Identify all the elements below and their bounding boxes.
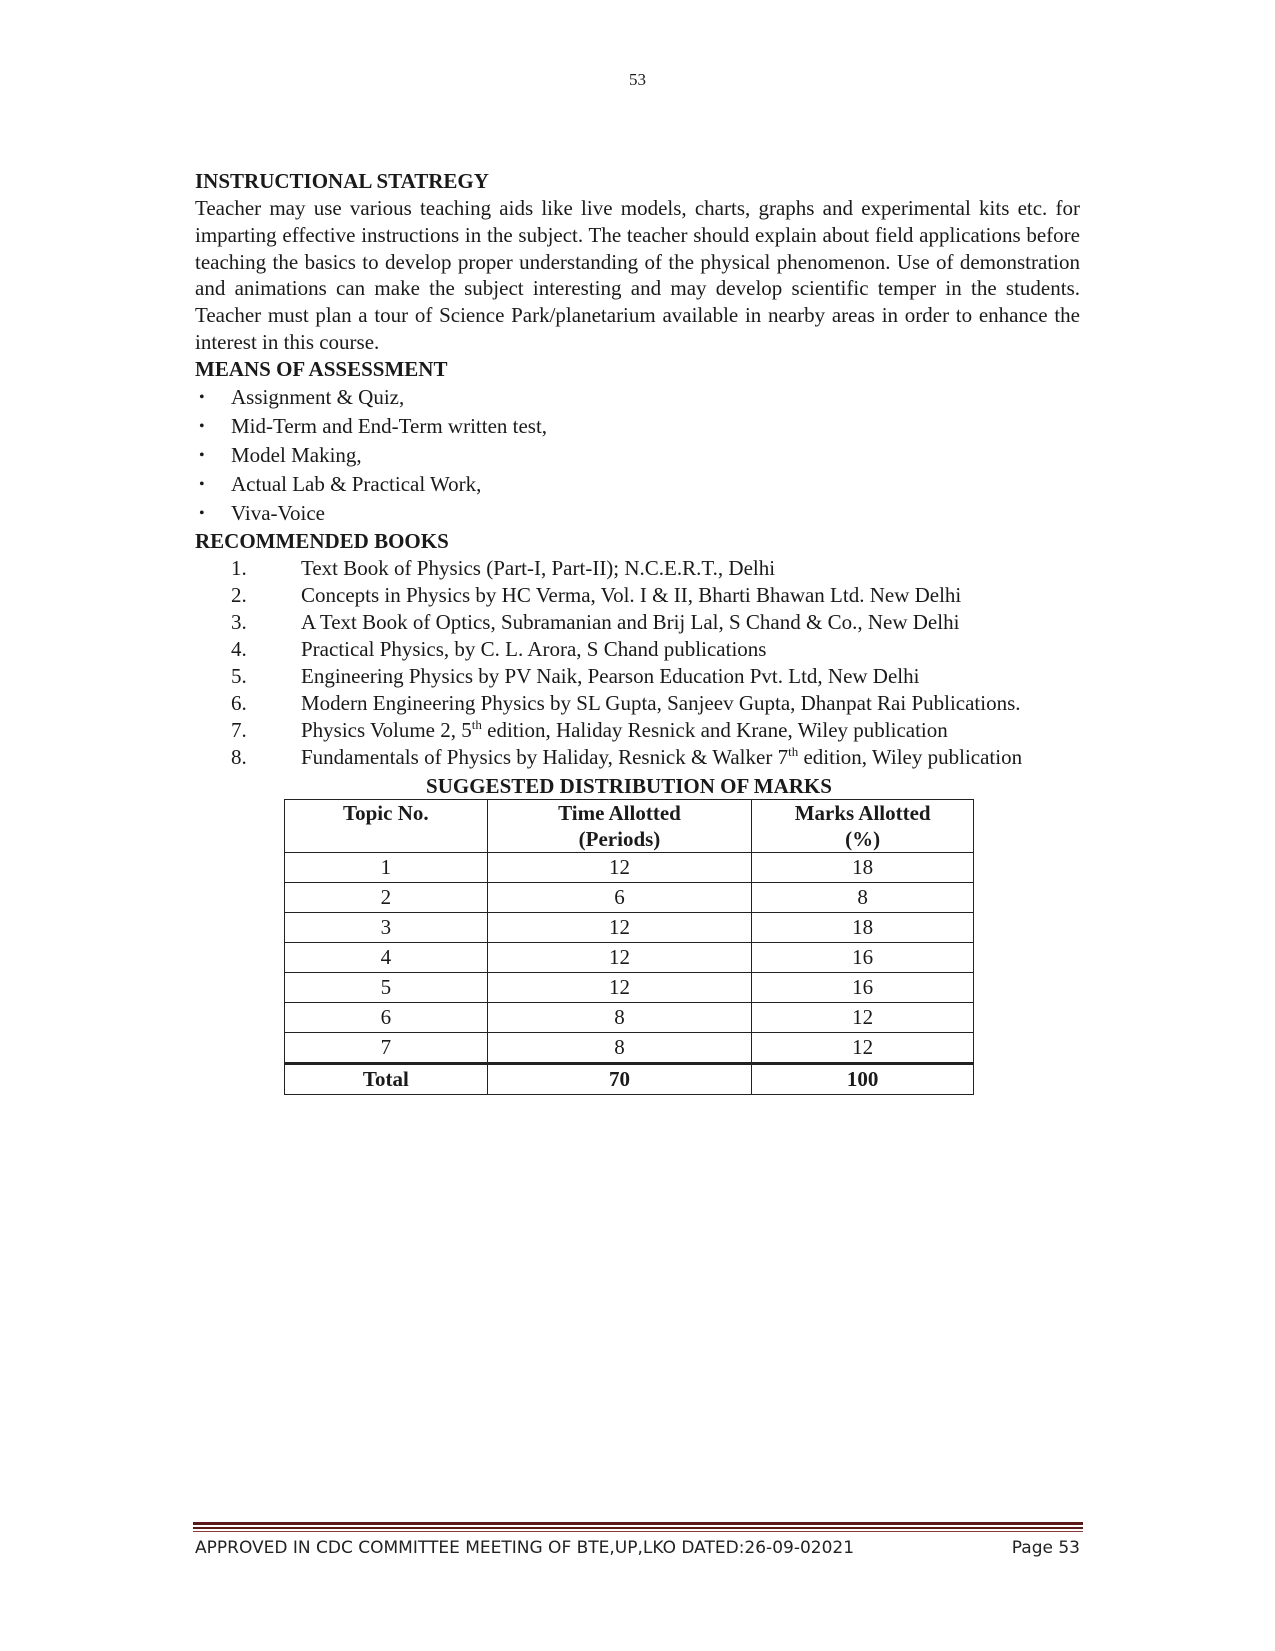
book-text-superscript: th bbox=[471, 716, 482, 732]
cell-topic: 7 bbox=[285, 1032, 488, 1063]
list-item-text: Viva-Voice bbox=[231, 500, 325, 525]
cell-total-marks: 100 bbox=[752, 1063, 974, 1094]
book-text: Concepts in Physics by HC Verma, Vol. I & II, Bharti Bhawan Ltd. New Delhi bbox=[301, 582, 962, 607]
book-text: Modern Engineering Physics by SL Gupta, Sanjeev Gupta, Dhanpat Rai Publications. bbox=[301, 690, 1021, 715]
table-row bbox=[285, 912, 974, 942]
book-text: A Text Book of Optics, Subramanian and Brij Lal, S Chand & Co., New Delhi bbox=[301, 609, 960, 634]
cell-time: 6 bbox=[487, 882, 752, 912]
column-header-topic: Topic No. bbox=[285, 799, 488, 852]
cell-marks: 12 bbox=[752, 1032, 974, 1063]
column-header-marks: Marks Allotted (%) bbox=[752, 799, 974, 852]
cell-topic: 1 bbox=[285, 852, 488, 882]
page-content bbox=[195, 168, 1080, 1095]
bullet-icon: • bbox=[199, 388, 205, 406]
book-number: 1. bbox=[231, 555, 247, 580]
book-text-post: edition, Wiley publication bbox=[798, 744, 1023, 769]
table-row bbox=[285, 972, 974, 1002]
book-text: Practical Physics, by C. L. Arora, S Chand publications bbox=[301, 636, 767, 661]
list-item-text: Model Making, bbox=[231, 442, 362, 467]
list-item-text: Mid-Term and End-Term written test, bbox=[231, 413, 548, 438]
marks-table-caption: SUGGESTED DISTRIBUTION OF MARKS bbox=[426, 773, 832, 798]
cell-total-time: 70 bbox=[487, 1063, 752, 1094]
instructional-strategy-heading: INSTRUCTIONAL STATREGY bbox=[195, 169, 489, 193]
cell-time: 12 bbox=[487, 942, 752, 972]
cell-marks: 16 bbox=[752, 942, 974, 972]
book-item bbox=[195, 690, 1080, 717]
cell-total-label: Total bbox=[285, 1063, 488, 1094]
list-item bbox=[195, 383, 1080, 412]
table-row bbox=[285, 852, 974, 882]
cell-marks: 18 bbox=[752, 852, 974, 882]
book-item bbox=[195, 717, 1080, 744]
instructional-strategy-paragraph: Teacher may use various teaching aids like live models, charts, graphs and experimental kits etc. for imparting effective instructions in the subject. The teacher should explain about field applications before teaching the basics to develop proper understanding of the physical phenomenon. Use of demonstration and animations can make the subject interesting and may develop scientific temper in the students. Teacher must plan a tour of Science Park/planetarium available in nearby areas in order to enhance the interest in this course. bbox=[195, 196, 1080, 354]
table-total-row bbox=[285, 1063, 974, 1094]
marks-distribution-table bbox=[284, 799, 974, 1095]
book-item bbox=[195, 555, 1080, 582]
assessment-list bbox=[195, 383, 1080, 528]
book-text: Engineering Physics by PV Naik, Pearson Education Pvt. Ltd, New Delhi bbox=[301, 663, 920, 688]
table-row bbox=[285, 942, 974, 972]
table-row bbox=[285, 1032, 974, 1063]
book-text-pre: Fundamentals of Physics by Haliday, Resnick & Walker 7 bbox=[301, 744, 789, 769]
bullet-icon: • bbox=[199, 417, 205, 435]
page-footer bbox=[195, 1538, 1080, 1558]
book-number: 3. bbox=[231, 609, 247, 634]
table-row bbox=[285, 882, 974, 912]
cell-topic: 5 bbox=[285, 972, 488, 1002]
list-item bbox=[195, 499, 1080, 528]
book-number: 5. bbox=[231, 663, 247, 688]
cell-time: 8 bbox=[487, 1032, 752, 1063]
cell-marks: 12 bbox=[752, 1002, 974, 1032]
table-row bbox=[285, 1002, 974, 1032]
list-item bbox=[195, 470, 1080, 499]
footer-divider bbox=[193, 1522, 1083, 1532]
cell-time: 12 bbox=[487, 912, 752, 942]
book-number: 4. bbox=[231, 636, 247, 661]
book-item bbox=[195, 609, 1080, 636]
table-header-row bbox=[285, 799, 974, 852]
cell-marks: 18 bbox=[752, 912, 974, 942]
recommended-books-heading: RECOMMENDED BOOKS bbox=[195, 528, 449, 553]
cell-marks: 8 bbox=[752, 882, 974, 912]
cell-time: 12 bbox=[487, 852, 752, 882]
page-number-top: 53 bbox=[629, 70, 646, 89]
book-text-superscript: th bbox=[788, 743, 799, 759]
cell-topic: 4 bbox=[285, 942, 488, 972]
book-number: 8. bbox=[231, 744, 247, 769]
book-text-pre: Physics Volume 2, 5 bbox=[301, 717, 472, 742]
means-of-assessment-heading: MEANS OF ASSESSMENT bbox=[195, 356, 448, 381]
cell-marks: 16 bbox=[752, 972, 974, 1002]
footer-approval-text: APPROVED IN CDC COMMITTEE MEETING OF BTE,UP,LKO DATED:26-09-02021 bbox=[195, 1538, 855, 1558]
cell-topic: 6 bbox=[285, 1002, 488, 1032]
cell-time: 12 bbox=[487, 972, 752, 1002]
book-number: 7. bbox=[231, 717, 247, 742]
list-item bbox=[195, 441, 1080, 470]
books-list bbox=[195, 555, 1080, 771]
book-text: Text Book of Physics (Part-I, Part-II); N.C.E.R.T., Delhi bbox=[301, 555, 776, 580]
cell-time: 8 bbox=[487, 1002, 752, 1032]
book-item bbox=[195, 663, 1080, 690]
book-number: 6. bbox=[231, 690, 247, 715]
book-number: 2. bbox=[231, 582, 247, 607]
book-item bbox=[195, 582, 1080, 609]
book-text bbox=[301, 717, 1080, 744]
list-item-text: Actual Lab & Practical Work, bbox=[231, 471, 482, 496]
book-text bbox=[301, 744, 1080, 771]
bullet-icon: • bbox=[199, 446, 205, 464]
book-item bbox=[195, 636, 1080, 663]
list-item-text: Assignment & Quiz, bbox=[231, 384, 405, 409]
footer-page-label: Page 53 bbox=[1011, 1538, 1080, 1558]
cell-topic: 2 bbox=[285, 882, 488, 912]
book-text-post: edition, Haliday Resnick and Krane, Wiley publication bbox=[481, 717, 948, 742]
column-header-time: Time Allotted (Periods) bbox=[487, 799, 752, 852]
bullet-icon: • bbox=[199, 504, 205, 522]
bullet-icon: • bbox=[199, 475, 205, 493]
book-item bbox=[195, 744, 1080, 771]
list-item bbox=[195, 412, 1080, 441]
cell-topic: 3 bbox=[285, 912, 488, 942]
